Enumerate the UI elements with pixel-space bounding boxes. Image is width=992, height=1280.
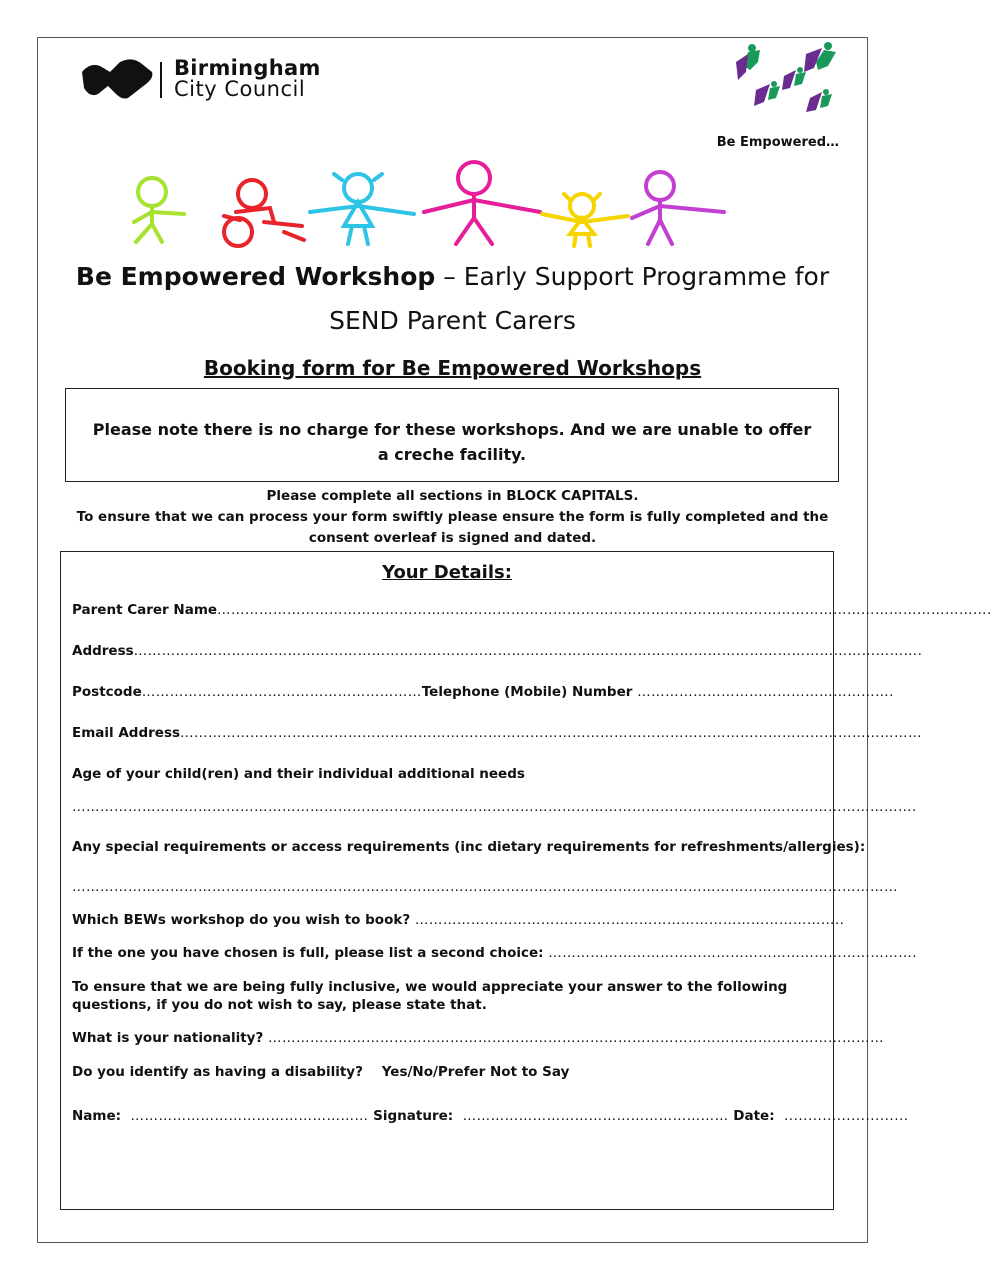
postcode-field[interactable]: …………………………………………………… — [141, 684, 422, 700]
council-name-line1: Birmingham — [174, 56, 321, 80]
title-rest: – Early Support Programme for SEND Parent Carers — [329, 262, 830, 335]
notice-text: Please note there is no charge for these workshops. And we are unable to offer a creche facility. — [92, 420, 812, 464]
title-bold: Be Empowered Workshop — [75, 262, 436, 291]
telephone-label: Telephone (Mobile) Number — [421, 684, 633, 700]
disability-options[interactable]: Yes/No/Prefer Not to Say — [381, 1064, 570, 1080]
postcode-phone-row — [72, 683, 894, 701]
tagline: Be Empowered… — [716, 135, 839, 150]
telephone-field[interactable]: ………………………………………………. — [637, 684, 894, 700]
yellow-figure-icon — [542, 194, 628, 246]
be-empowered-logo-icon — [730, 40, 842, 116]
parent-name-field[interactable]: Parent Carer Name…………………………………………………………………………………………………………………………………………………. — [72, 602, 992, 618]
instruction-line1: Please complete all sections in BLOCK CAPITALS. — [266, 488, 639, 504]
logo-divider — [160, 62, 162, 98]
magenta-figure-icon — [424, 162, 540, 244]
inclusive-text: To ensure that we are being fully inclusive, we would appreciate your answer to the following questions, if you do not wish to say, please state that. — [72, 979, 788, 1013]
page-title — [60, 255, 845, 343]
date-field[interactable]: .......................... — [784, 1108, 909, 1124]
name-label: Name: — [72, 1108, 122, 1124]
disability-label: Do you identify as having a disability? — [72, 1064, 363, 1080]
age-field[interactable]: ………………………………………………………………………………………………………………………………………………………………. — [72, 799, 917, 815]
signature-field[interactable]: ………………………………………………… — [462, 1108, 729, 1124]
birmingham-council-logo-icon — [80, 58, 156, 100]
wheelchair-figure-icon — [224, 180, 304, 246]
notice-box — [65, 388, 839, 482]
postcode-label: Postcode — [72, 684, 142, 700]
family-figures-illustration — [124, 160, 734, 250]
parent-name-label: Parent Carer Name — [72, 602, 218, 618]
special-requirements-field[interactable]: …………………………………………………………………………………………………………………………………………………………… — [72, 879, 898, 895]
special-requirements-label: Any special requirements or access requirements (inc dietary requirements for refreshments/allergies): — [72, 839, 866, 855]
green-figure-icon — [134, 178, 184, 242]
nationality-field[interactable]: What is your nationality? …………………………………………………………………………………………………………………… — [72, 1030, 885, 1046]
nationality-label: What is your nationality? — [72, 1030, 264, 1046]
details-section — [60, 551, 992, 1210]
age-label: Age of your child(ren) and their individual additional needs — [72, 766, 525, 782]
second-choice-field[interactable]: If the one you have chosen is full, please list a second choice: ……………………………………………………………………. — [72, 945, 918, 961]
council-name — [174, 58, 321, 100]
council-name-line2: City Council — [174, 77, 306, 101]
date-label: Date: — [733, 1108, 775, 1124]
form-subtitle: Booking form for Be Empowered Workshops — [203, 356, 702, 380]
email-label: Email Address — [72, 725, 181, 741]
workshop-label: Which BEWs workshop do you wish to book? — [72, 912, 411, 928]
second-choice-label: If the one you have chosen is full, please list a second choice: — [72, 945, 544, 961]
address-label: Address — [72, 643, 134, 659]
instruction-line2: To ensure that we can process your form swiftly please ensure the form is fully completed and the consent overleaf is signed and dated. — [76, 509, 829, 546]
name-field[interactable]: …………………………………………… — [130, 1108, 369, 1124]
details-heading: Your Details: — [382, 562, 512, 583]
address-field[interactable]: Address……………………………………………………………………………………………………………………………………………………. — [72, 643, 923, 659]
email-field[interactable]: Email Address…………………………………………………………………………………………………………………………………………… — [72, 725, 923, 741]
disability-row — [72, 1063, 822, 1081]
workshop-field[interactable]: Which BEWs workshop do you wish to book? ……………………………………………………………………………….. — [72, 912, 845, 928]
signature-label: Signature: — [373, 1108, 454, 1124]
signature-row — [72, 1107, 909, 1125]
cyan-figure-icon — [310, 174, 414, 244]
purple-figure-icon — [632, 172, 724, 244]
